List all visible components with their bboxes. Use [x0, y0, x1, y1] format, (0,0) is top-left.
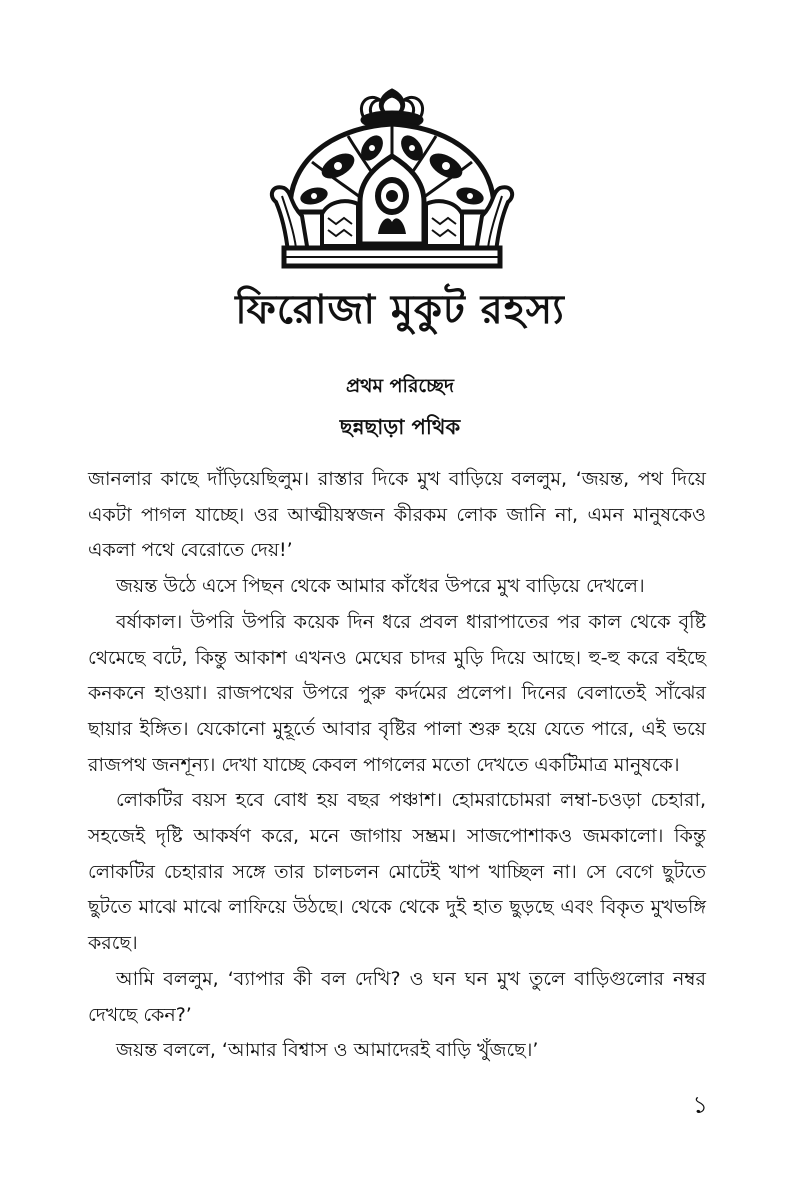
paragraph: আমি বললুম, ‘ব্যাপার কী বল দেখি? ও ঘন ঘন মুখ তুলে বাড়িগুলোর নম্বর দেখছে কেন?’ — [88, 967, 706, 1026]
paragraph: জয়ন্ত বললে, ‘আমার বিশ্বাস ও আমাদেরই বাড়ি খুঁজছে।’ — [116, 1039, 539, 1062]
body-text — [88, 462, 706, 1069]
chapter-title: ছন্নছাড়া পথিক — [339, 415, 461, 439]
chapter-number: প্রথম পরিচ্ছেদ — [345, 375, 455, 397]
paragraph: জয়ন্ত উঠে এসে পিছন থেকে আমার কাঁধের উপরে মুখ বাড়িয়ে দেখলে। — [116, 575, 645, 598]
paragraph: বর্ষাকাল। উপরি উপরি কয়েক দিন ধরে প্রবল ধারাপাতের পর কাল থেকে বৃষ্টি থেমেছে বটে, কিন্তু আকাশ এখনও মেঘের চাদর মুড়ি দিয়ে আছে। হু-হু করে বইছে কনকনে হাওয়া। রাজপথের উপরে পুরু কর্দমের প্রলেপ। দিনের বেলাতেই সাঁঝের ছায়ার ইঙ্গিত। যেকোনো মুহূর্তে আবার বৃষ্টির পালা শুরু হয়ে যেতে পারে, এই ভয়ে রাজপথ জনশূন্য। দেখা যাচ্ছে কেবল পাগলের মতো দেখতে একটিমাত্র মানুষকে। — [88, 610, 706, 776]
paragraph: লোকটির বয়স হবে বোধ হয় বছর পঞ্চাশ। হোমরাচোমরা লম্বা-চওড়া চেহারা, সহজেই দৃষ্টি আকর্ষণ করে, মনে জাগায় সম্ভ্রম। সাজপোশাকও জমকালো। কিন্তু লোকটির চেহারার সঙ্গে তার চালচলন মোটেই খাপ খাচ্ছিল না। সে বেগে ছুটতে ছুটতে মাঝে মাঝে লাফিয়ে উঠছে। থেকে থেকে দুই হাত ছুড়ছে এবং বিকৃত মুখভঙ্গি করছে। — [88, 789, 706, 955]
paragraph: জানলার কাছে দাঁড়িয়েছিলুম। রাস্তার দিকে মুখ বাড়িয়ে বললুম, ‘জয়ন্ত, পথ দিয়ে একটা পাগল যাচ্ছে। ওর আত্মীয়স্বজন কীরকম লোক জানি না, এমন মানুষকেও একলা পথে বেরোতে দেয়!’ — [88, 468, 706, 562]
crown-illustration — [268, 84, 516, 274]
page-number: ১ — [692, 1091, 708, 1119]
book-title: ফিরোজা মুকুট রহস্য — [235, 287, 565, 333]
